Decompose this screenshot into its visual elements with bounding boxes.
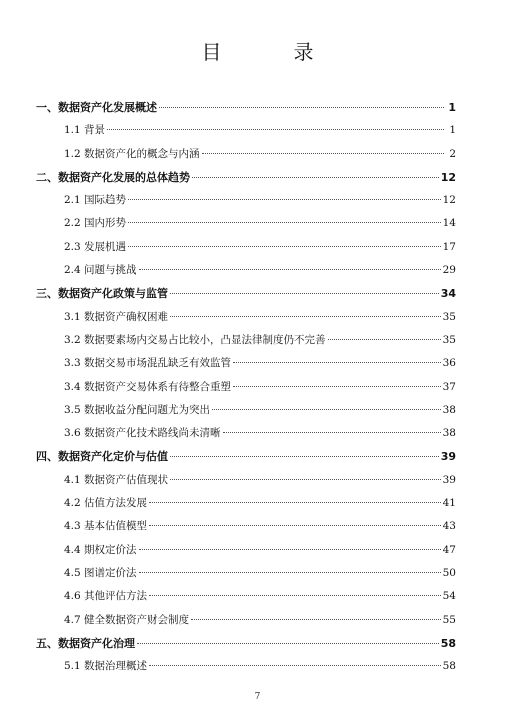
dot-leader bbox=[233, 362, 441, 363]
toc-entry-label: 三、数据资产化政策与监管 bbox=[36, 287, 168, 301]
dot-leader bbox=[170, 456, 439, 457]
toc-entry-label: 2.2 国内形势 bbox=[64, 217, 127, 230]
toc-entry-label: 二、数据资产化发展的总体趋势 bbox=[36, 170, 190, 184]
dot-leader bbox=[233, 386, 441, 387]
toc-entry-page: 12 bbox=[442, 194, 456, 207]
toc-section-entry[interactable] bbox=[36, 332, 456, 355]
toc-entry-label: 2.4 问题与挑战 bbox=[64, 264, 137, 277]
dot-leader bbox=[170, 316, 441, 317]
toc-entry-page: 47 bbox=[442, 543, 456, 556]
toc-entry-page: 38 bbox=[442, 427, 456, 440]
toc-entry-label: 2.3 发展机遇 bbox=[64, 240, 127, 253]
dot-leader bbox=[212, 409, 441, 410]
toc-section-entry[interactable] bbox=[36, 588, 456, 611]
toc-section-entry[interactable] bbox=[36, 262, 456, 285]
toc-entry-page: 2 bbox=[449, 147, 456, 160]
dot-leader bbox=[159, 107, 444, 108]
dot-leader bbox=[139, 549, 441, 550]
toc-entry-label: 4.3 基本估值模型 bbox=[64, 520, 148, 533]
dot-leader bbox=[149, 665, 441, 666]
toc-section-entry[interactable] bbox=[36, 192, 456, 215]
dot-leader bbox=[149, 502, 441, 503]
toc-entry-label: 3.6 数据资产化技术路线尚未清晰 bbox=[64, 427, 221, 440]
toc-section-entry[interactable] bbox=[36, 472, 456, 495]
toc-entry-page: 54 bbox=[442, 590, 456, 603]
table-of-contents bbox=[36, 99, 456, 681]
dot-leader bbox=[139, 269, 441, 270]
toc-section-entry[interactable] bbox=[36, 495, 456, 518]
toc-entry-page: 41 bbox=[442, 497, 456, 510]
toc-entry-label: 3.2 数据要素场内交易占比较小，凸显法律制度仍不完善 bbox=[64, 333, 326, 346]
toc-entry-page: 58 bbox=[440, 636, 456, 650]
dot-leader bbox=[223, 432, 441, 433]
toc-entry-page: 12 bbox=[440, 170, 456, 184]
toc-section-entry[interactable] bbox=[36, 402, 456, 425]
toc-entry-page: 1 bbox=[449, 124, 456, 137]
toc-entry-page: 43 bbox=[442, 520, 456, 533]
toc-section-entry[interactable] bbox=[36, 309, 456, 332]
dot-leader bbox=[170, 479, 441, 480]
toc-entry-page: 34 bbox=[440, 287, 456, 301]
toc-entry-page: 29 bbox=[442, 264, 456, 277]
toc-entry-label: 3.5 数据收益分配问题尤为突出 bbox=[64, 403, 211, 416]
toc-chapter-entry[interactable] bbox=[36, 285, 456, 308]
toc-entry-page: 55 bbox=[442, 613, 456, 626]
toc-entry-page: 35 bbox=[442, 333, 456, 346]
dot-leader bbox=[328, 339, 441, 340]
toc-entry-page: 39 bbox=[440, 450, 456, 464]
toc-section-entry[interactable] bbox=[36, 215, 456, 238]
toc-entry-page: 37 bbox=[442, 380, 456, 393]
toc-entry-label: 4.4 期权定价法 bbox=[64, 543, 137, 556]
toc-entry-label: 五、数据资产化治理 bbox=[36, 636, 135, 650]
toc-entry-label: 3.1 数据资产确权困难 bbox=[64, 310, 169, 323]
toc-entry-label: 5.1 数据治理概述 bbox=[64, 660, 148, 673]
toc-entry-page: 38 bbox=[442, 403, 456, 416]
toc-chapter-entry[interactable] bbox=[36, 635, 456, 658]
toc-entry-label: 3.4 数据资产交易体系有待整合重塑 bbox=[64, 380, 232, 393]
toc-section-entry[interactable] bbox=[36, 239, 456, 262]
toc-entry-label: 一、数据资产化发展概述 bbox=[36, 101, 157, 114]
dot-leader bbox=[191, 619, 441, 620]
toc-entry-label: 1.2 数据资产化的概念与内涵 bbox=[64, 147, 200, 160]
dot-leader bbox=[128, 199, 441, 200]
toc-entry-page: 39 bbox=[442, 473, 456, 486]
toc-entry-label: 2.1 国际趋势 bbox=[64, 194, 127, 207]
toc-chapter-entry[interactable] bbox=[36, 448, 456, 471]
dot-leader bbox=[202, 153, 444, 154]
toc-section-entry[interactable] bbox=[36, 542, 456, 565]
dot-leader bbox=[137, 643, 439, 644]
toc-entry-page: 17 bbox=[442, 240, 456, 253]
dot-leader bbox=[192, 177, 439, 178]
toc-section-entry[interactable] bbox=[36, 379, 456, 402]
dot-leader bbox=[128, 222, 441, 223]
page-number: 7 bbox=[254, 692, 261, 702]
toc-entry-label: 4.1 数据资产估值现状 bbox=[64, 473, 169, 486]
dot-leader bbox=[107, 129, 444, 130]
dot-leader bbox=[170, 293, 439, 294]
toc-chapter-entry[interactable] bbox=[36, 99, 456, 122]
toc-entry-label: 3.3 数据交易市场混乱缺乏有效监管 bbox=[64, 357, 232, 370]
toc-section-entry[interactable] bbox=[36, 425, 456, 448]
toc-section-entry[interactable] bbox=[36, 355, 456, 378]
dot-leader bbox=[139, 572, 441, 573]
toc-entry-label: 4.7 健全数据资产财会制度 bbox=[64, 613, 190, 626]
toc-entry-page: 14 bbox=[442, 217, 456, 230]
toc-section-entry[interactable] bbox=[36, 122, 456, 145]
dot-leader bbox=[149, 525, 441, 526]
toc-entry-label: 1.1 背景 bbox=[64, 124, 106, 137]
dot-leader bbox=[149, 595, 441, 596]
toc-entry-page: 58 bbox=[442, 660, 456, 673]
toc-entry-label: 4.6 其他评估方法 bbox=[64, 590, 148, 603]
toc-section-entry[interactable] bbox=[36, 518, 456, 541]
toc-entry-page: 50 bbox=[442, 566, 456, 579]
toc-title: 目 录 bbox=[201, 40, 340, 64]
toc-entry-label: 四、数据资产化定价与估值 bbox=[36, 450, 168, 464]
dot-leader bbox=[128, 246, 441, 247]
toc-entry-page: 36 bbox=[442, 357, 456, 370]
toc-section-entry[interactable] bbox=[36, 658, 456, 681]
toc-chapter-entry[interactable] bbox=[36, 169, 456, 192]
toc-section-entry[interactable] bbox=[36, 565, 456, 588]
toc-entry-label: 4.5 图谱定价法 bbox=[64, 566, 137, 579]
toc-entry-label: 4.2 估值方法发展 bbox=[64, 497, 148, 510]
toc-entry-page: 35 bbox=[442, 310, 456, 323]
toc-entry-page: 1 bbox=[448, 101, 456, 114]
toc-section-entry[interactable] bbox=[36, 612, 456, 635]
toc-section-entry[interactable] bbox=[36, 146, 456, 169]
